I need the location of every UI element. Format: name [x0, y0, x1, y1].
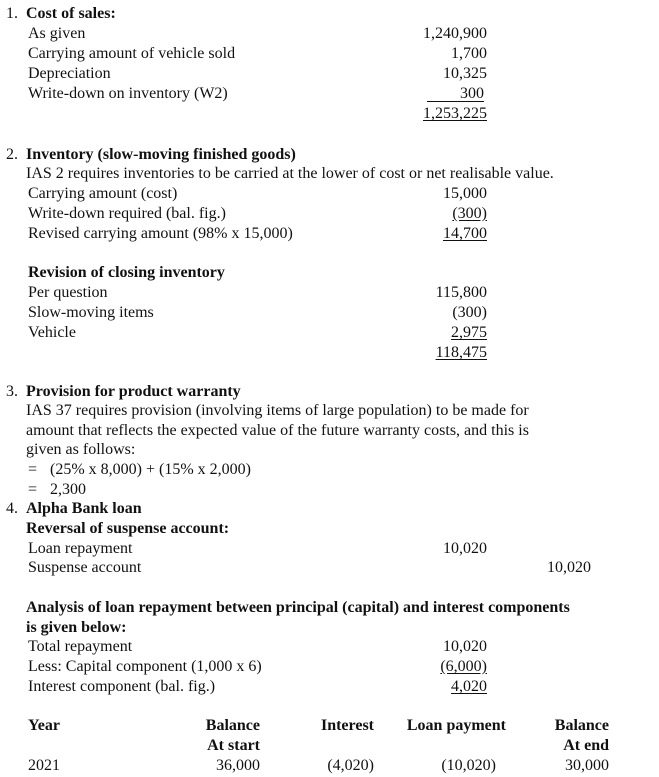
row-value: 10,020 — [443, 638, 487, 655]
journal-label: Loan repayment — [28, 540, 133, 557]
cell-balance-end: 30,000 — [565, 757, 609, 774]
row-label: Write-down required (bal. fig.) — [28, 205, 226, 222]
cell-year: 2021 — [28, 757, 60, 774]
column-header-balance-end-line2: At end — [563, 737, 609, 754]
row-label: Total repayment — [28, 638, 133, 655]
calc-result: 2,300 — [50, 481, 86, 498]
analysis-heading-line: Analysis of loan repayment between principal (capital) and interest components — [26, 599, 570, 616]
subsection-heading: Revision of closing inventory — [28, 264, 225, 281]
row-value: 2,975 — [451, 324, 487, 341]
total-value: 118,475 — [435, 344, 487, 361]
section-text-line: given as follows: — [26, 441, 136, 458]
column-header-balance-end: Balance — [554, 717, 609, 734]
row-label: Slow-moving items — [28, 304, 154, 321]
total-value: 1,253,225 — [423, 105, 487, 122]
journal-credit: 10,020 — [547, 559, 591, 576]
cell-loan-payment: (10,020) — [441, 757, 496, 774]
section-number: 4. — [6, 500, 18, 517]
section-number: 1. — [6, 5, 18, 22]
section-heading: Provision for product warranty — [26, 383, 241, 400]
row-value: 15,000 — [443, 185, 487, 202]
subtotal-rule — [427, 101, 484, 102]
equals-sign: = — [28, 461, 38, 478]
section-heading: Inventory (slow-moving finished goods) — [26, 146, 296, 163]
row-label: Revised carrying amount (98% x 15,000) — [28, 225, 293, 242]
row-value: 10,325 — [443, 65, 487, 82]
row-value: 300 — [460, 85, 484, 102]
row-label: Carrying amount (cost) — [28, 185, 178, 202]
cell-balance-start: 36,000 — [216, 757, 260, 774]
column-header-loan-payment: Loan payment — [406, 717, 506, 734]
column-header-balance-start: Balance — [205, 717, 260, 734]
row-value: (300) — [452, 304, 487, 321]
row-value: (6,000) — [440, 658, 487, 675]
row-value: 4,020 — [451, 678, 487, 695]
row-value: 14,700 — [443, 225, 487, 242]
calc-expression: (25% x 8,000) + (15% x 2,000) — [50, 461, 251, 478]
analysis-heading-line: is given below: — [26, 619, 127, 636]
section-heading: Alpha Bank loan — [26, 500, 142, 517]
journal-label: Suspense account — [28, 559, 142, 576]
row-label: Carrying amount of vehicle sold — [28, 45, 236, 62]
column-header-year: Year — [28, 717, 60, 734]
row-label: Write-down on inventory (W2) — [28, 85, 228, 102]
subsection-heading: Reversal of suspense account: — [26, 520, 230, 537]
row-value: (300) — [452, 205, 487, 222]
column-header-interest: Interest — [320, 717, 374, 734]
section-text-line: amount that reflects the expected value of the future warranty costs, and this is — [26, 422, 529, 439]
row-value: 115,800 — [435, 284, 487, 301]
row-value: 1,240,900 — [423, 25, 487, 42]
row-label: Vehicle — [28, 324, 76, 341]
section-heading: Cost of sales: — [26, 5, 116, 22]
row-label: Interest component (bal. fig.) — [28, 678, 216, 695]
cell-interest: (4,020) — [327, 757, 374, 774]
row-label: Depreciation — [28, 65, 111, 82]
row-label: Less: Capital component (1,000 x 6) — [28, 658, 262, 675]
row-label: Per question — [28, 284, 108, 301]
section-text-line: IAS 37 requires provision (involving items of large population) to be made for — [26, 402, 529, 419]
section-number: 2. — [6, 146, 18, 163]
row-label: As given — [28, 25, 86, 42]
section-number: 3. — [6, 383, 18, 400]
column-header-balance-start-line2: At start — [207, 737, 260, 754]
journal-debit: 10,020 — [443, 540, 487, 557]
row-value: 1,700 — [451, 45, 487, 62]
section-text: IAS 2 requires inventories to be carried at the lower of cost or net realisable value. — [26, 165, 554, 182]
equals-sign: = — [28, 481, 38, 498]
